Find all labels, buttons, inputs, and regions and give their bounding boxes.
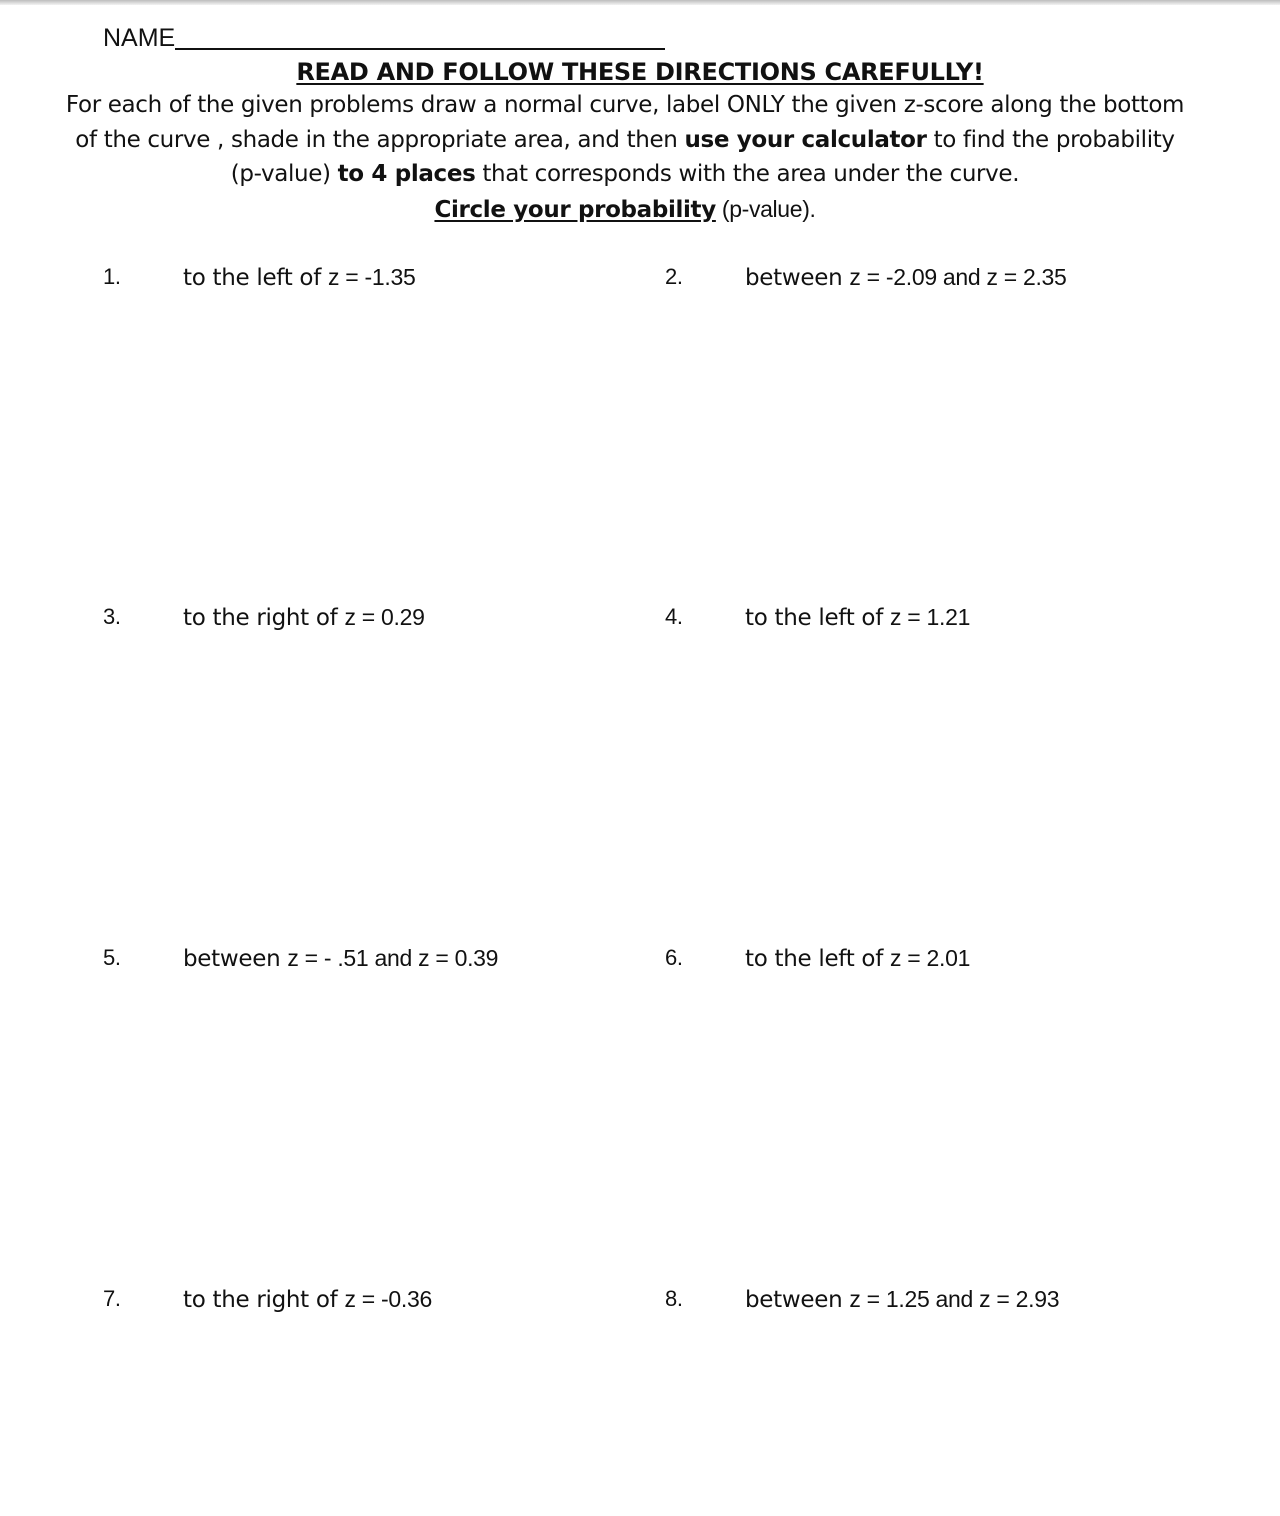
problem-number: 4. bbox=[665, 604, 683, 629]
directions-title: READ AND FOLLOW THESE DIRECTIONS CAREFULLY! bbox=[296, 58, 984, 86]
name-field bbox=[103, 22, 665, 54]
problem-text bbox=[183, 943, 498, 974]
problem-z-value: z = -1.35 bbox=[328, 264, 416, 290]
page-top-border bbox=[0, 0, 1280, 5]
instructions-paragraph bbox=[60, 88, 1190, 227]
problem-text bbox=[745, 943, 970, 974]
problem-z-value: z = -2.09 and z = 2.35 bbox=[849, 264, 1067, 290]
problem-prefix: to the left of bbox=[745, 946, 891, 972]
problem-prefix: between bbox=[183, 946, 288, 972]
problem-prefix: to the right of bbox=[183, 1287, 345, 1313]
problem-z-value: z = -0.36 bbox=[344, 1286, 432, 1312]
problem-text bbox=[745, 602, 970, 633]
problem-prefix: to the left of bbox=[183, 265, 329, 291]
instructions-text-1: For each of the given problems draw a normal curve, label ONLY the given z-score along the bottom of the curve , shade in the appropriate area, and then bbox=[65, 92, 1185, 153]
problem-number: 1. bbox=[103, 264, 121, 289]
problem-text bbox=[183, 602, 425, 633]
problem-text bbox=[183, 1284, 432, 1315]
problem-prefix: to the left of bbox=[745, 605, 891, 631]
circle-instruction-rest: (p-value). bbox=[715, 195, 816, 222]
problem-number: 8. bbox=[665, 1286, 683, 1311]
problem-number: 2. bbox=[665, 264, 683, 289]
problem-prefix: between bbox=[745, 265, 850, 291]
problem-prefix: to the right of bbox=[183, 605, 345, 631]
problem-number: 7. bbox=[103, 1286, 121, 1311]
problem-z-value: z = 2.01 bbox=[890, 945, 971, 971]
problem-z-value: z = - .51 and z = 0.39 bbox=[287, 945, 499, 971]
instructions-text-2: to find the probability (p-value) bbox=[230, 126, 1175, 187]
problem-number: 6. bbox=[665, 945, 683, 970]
problem-text bbox=[745, 262, 1067, 293]
problem-number: 5. bbox=[103, 945, 121, 970]
name-label: NAME bbox=[103, 24, 176, 52]
problem-text bbox=[183, 262, 415, 293]
circle-instruction bbox=[60, 192, 1190, 228]
circle-instruction-bold: Circle your probability bbox=[434, 196, 716, 223]
problem-text bbox=[745, 1284, 1059, 1315]
problem-prefix: between bbox=[745, 1287, 850, 1313]
instructions-bold-calculator: use your calculator bbox=[684, 126, 927, 153]
problem-number: 3. bbox=[103, 604, 121, 629]
problem-z-value: z = 0.29 bbox=[344, 604, 425, 630]
problem-z-value: z = 1.25 and z = 2.93 bbox=[849, 1286, 1060, 1312]
name-blank-line[interactable] bbox=[175, 47, 665, 50]
instructions-bold-places: to 4 places bbox=[337, 161, 476, 187]
problem-z-value: z = 1.21 bbox=[890, 604, 971, 630]
instructions-text-3: that corresponds with the area under the curve. bbox=[475, 161, 1020, 187]
